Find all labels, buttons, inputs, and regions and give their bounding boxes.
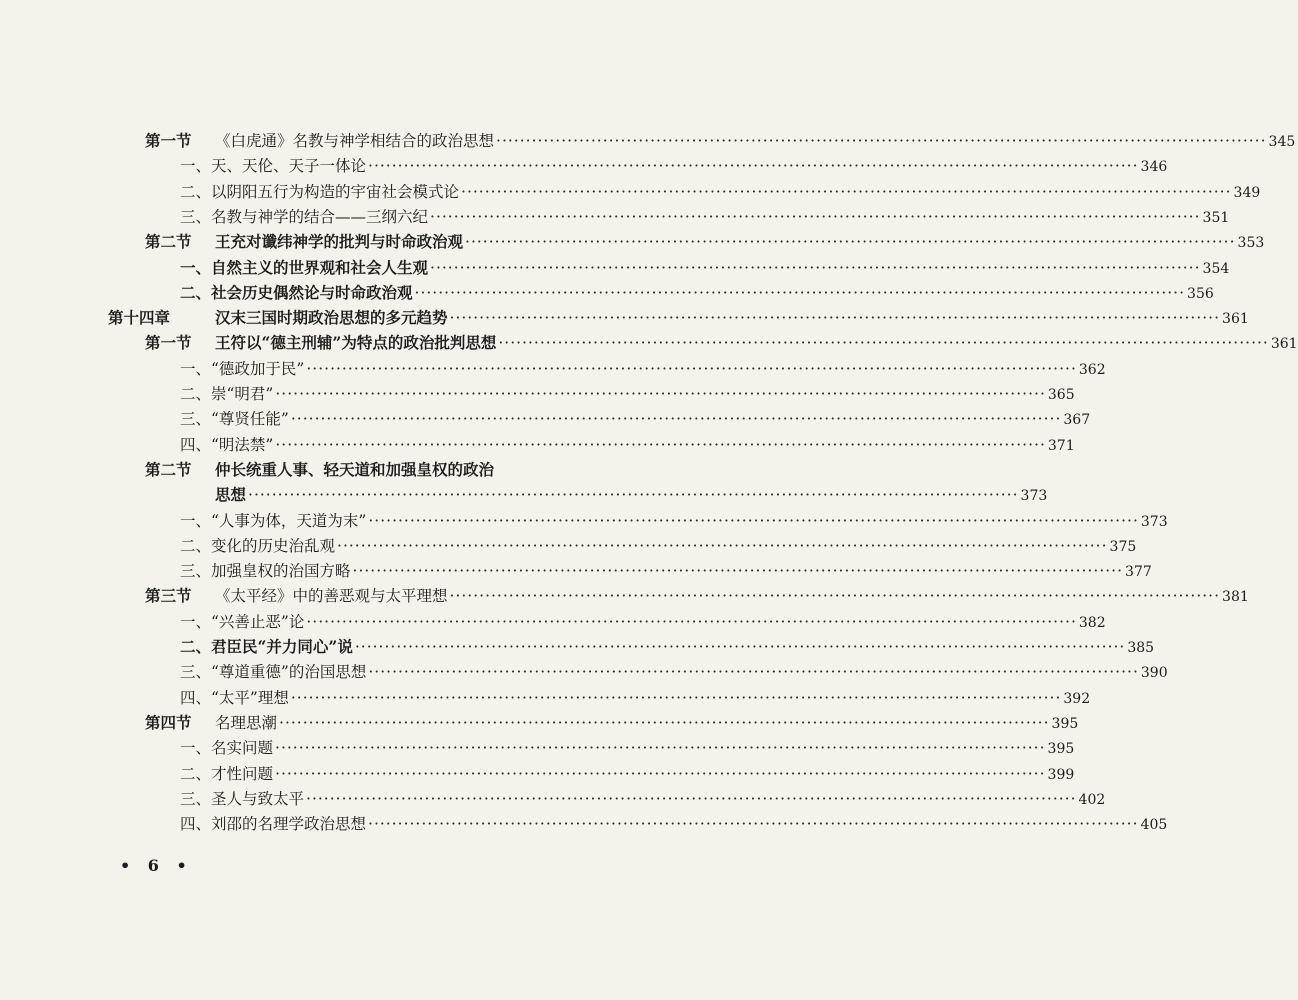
leader-dots: [337, 533, 1108, 559]
page-number: 385: [1127, 640, 1155, 656]
section-label: 第二节: [145, 459, 192, 479]
page-number: 361: [1270, 336, 1298, 353]
toc-subentry: [180, 406, 1091, 432]
toc-subentry: [180, 685, 1091, 711]
entry-title: 一、名实问题: [180, 739, 274, 758]
toc-section-entry: [145, 330, 1298, 356]
leader-dots: [368, 659, 1139, 685]
leader-dots: [275, 432, 1046, 458]
entry-title: 三、“尊贤任能”: [180, 410, 289, 429]
toc-subentry: [180, 558, 1152, 584]
entry-title: 《白虎通》名教与神学相结合的政治思想: [215, 132, 495, 150]
page-number: 373: [1140, 513, 1168, 530]
entry-title: 思想: [215, 485, 247, 505]
entry-title: 四、刘邵的名理学政治思想: [180, 815, 367, 834]
page-number: 356: [1187, 285, 1214, 302]
leader-dots: [306, 786, 1077, 812]
toc-subentry: [180, 153, 1168, 179]
page-number: 390: [1140, 665, 1168, 682]
leader-dots: [368, 153, 1139, 179]
entry-title: 王符以“德主刑辅”为特点的政治批判思想: [215, 333, 497, 353]
toc-subentry: [180, 533, 1137, 559]
page-number: 405: [1140, 817, 1168, 834]
entry-title: 二、才性问题: [180, 764, 274, 783]
toc-entry-continuation: [215, 482, 1048, 508]
leader-dots: [248, 482, 1019, 508]
page-number: 402: [1078, 791, 1106, 808]
toc-subentry: [180, 432, 1075, 458]
leader-dots: [498, 330, 1269, 356]
section-label: 第四节: [145, 712, 192, 732]
toc-subentry: [180, 204, 1230, 230]
toc-subentry: [180, 381, 1075, 407]
toc-subentry: [180, 280, 1214, 306]
page-number: 395: [1051, 715, 1079, 732]
entry-title: 一、“兴善止恶”论: [180, 612, 305, 631]
toc-subentry: [180, 659, 1168, 685]
section-label: 第一节: [145, 333, 192, 353]
page-number: 354: [1202, 260, 1230, 277]
page-number: 361: [1222, 311, 1249, 328]
leader-dots: [355, 634, 1126, 660]
page-number: 395: [1047, 741, 1075, 758]
page-number: 399: [1047, 766, 1075, 783]
toc-section-entry: [145, 583, 1249, 609]
leader-dots: [461, 179, 1232, 205]
toc-subentry: [180, 609, 1106, 635]
page-number: 345: [1268, 134, 1296, 150]
entry-title: 三、圣人与致太平: [180, 789, 305, 808]
page-number: 392: [1063, 690, 1091, 707]
page-footer-number: • 6 •: [120, 856, 193, 875]
page-number: 362: [1078, 361, 1106, 378]
toc-subentry: [180, 786, 1106, 812]
leader-dots: [368, 508, 1139, 534]
entry-title: 名理思潮: [215, 713, 278, 732]
page-number: 371: [1047, 437, 1075, 454]
page-number: 351: [1202, 209, 1230, 226]
entry-title: 三、加强皇权的治国方略: [180, 562, 351, 581]
leader-dots: [275, 381, 1046, 407]
leader-dots: [368, 811, 1139, 837]
page-number: 373: [1020, 488, 1048, 505]
leader-dots: [275, 761, 1046, 787]
entry-title: 一、“人事为体，天道为末”: [180, 511, 367, 530]
entry-title: 二、崇“明君”: [180, 385, 274, 403]
toc-subentry: [180, 735, 1075, 761]
leader-dots: [496, 128, 1267, 154]
entry-title: 四、“太平”理想: [180, 688, 289, 707]
page-number: 353: [1237, 235, 1265, 252]
page-number: 382: [1078, 614, 1106, 631]
section-label: 第二节: [145, 232, 192, 252]
leader-dots: [275, 735, 1046, 761]
leader-dots: [465, 229, 1236, 255]
toc-subentry: [180, 179, 1261, 205]
section-label: 第一节: [145, 131, 192, 150]
toc-section-entry: [145, 128, 1296, 154]
entry-title: 王充对谶纬神学的批判与时命政治观: [215, 232, 464, 252]
leader-dots: [415, 280, 1186, 306]
leader-dots: [279, 710, 1050, 736]
page-number: 365: [1047, 387, 1075, 403]
toc-subentry: [180, 811, 1168, 837]
leader-dots: [291, 406, 1062, 432]
leader-dots: [450, 583, 1221, 609]
entry-title: 一、“德政加于民”: [180, 359, 305, 378]
entry-title: 一、自然主义的世界观和社会人生观: [180, 257, 429, 277]
page-number: 349: [1233, 184, 1261, 201]
toc-subentry: [180, 508, 1168, 534]
page-number: 367: [1063, 412, 1091, 429]
toc-subentry: [180, 356, 1106, 382]
entry-title: 四、“明法禁”: [180, 435, 274, 454]
leader-dots: [430, 255, 1201, 281]
page-number: 377: [1125, 564, 1152, 581]
leader-dots: [450, 305, 1221, 331]
entry-title: 二、君臣民“并力同心”说: [180, 637, 353, 656]
toc-subentry: [180, 255, 1230, 281]
section-label: 第三节: [145, 586, 192, 606]
chapter-label: 第十四章: [108, 308, 171, 328]
page-number: 346: [1140, 159, 1168, 176]
entry-title: 二、变化的历史治乱观: [180, 536, 336, 555]
entry-title: 二、社会历史偶然论与时命政治观: [180, 282, 413, 302]
entry-title: 汉末三国时期政治思想的多元趋势: [215, 308, 448, 328]
toc-section-entry: [145, 457, 590, 483]
toc-subentry: [180, 634, 1155, 660]
leader-dots: [306, 356, 1077, 382]
entry-title: 仲长统重人事、轻天道和加强皇权的政治: [215, 459, 495, 479]
entry-title: 三、“尊道重德”的治国思想: [180, 663, 367, 682]
leader-dots: [353, 558, 1124, 584]
leader-dots: [291, 685, 1062, 711]
toc-subentry: [180, 761, 1075, 787]
toc-chapter-entry: [108, 305, 1249, 331]
leader-dots: [430, 204, 1201, 230]
page-number: 375: [1109, 538, 1137, 555]
page-number: 381: [1222, 589, 1249, 606]
toc-section-entry: [145, 710, 1079, 736]
leader-dots: [306, 609, 1077, 635]
entry-title: 二、以阴阳五行为构造的宇宙社会模式论: [180, 182, 460, 201]
entry-title: 一、天、天伦、天子一体论: [180, 157, 367, 176]
entry-title: 三、名教与神学的结合——三纲六纪: [180, 207, 429, 226]
toc-section-entry: [145, 229, 1265, 255]
entry-title: 《太平经》中的善恶观与太平理想: [215, 587, 448, 606]
